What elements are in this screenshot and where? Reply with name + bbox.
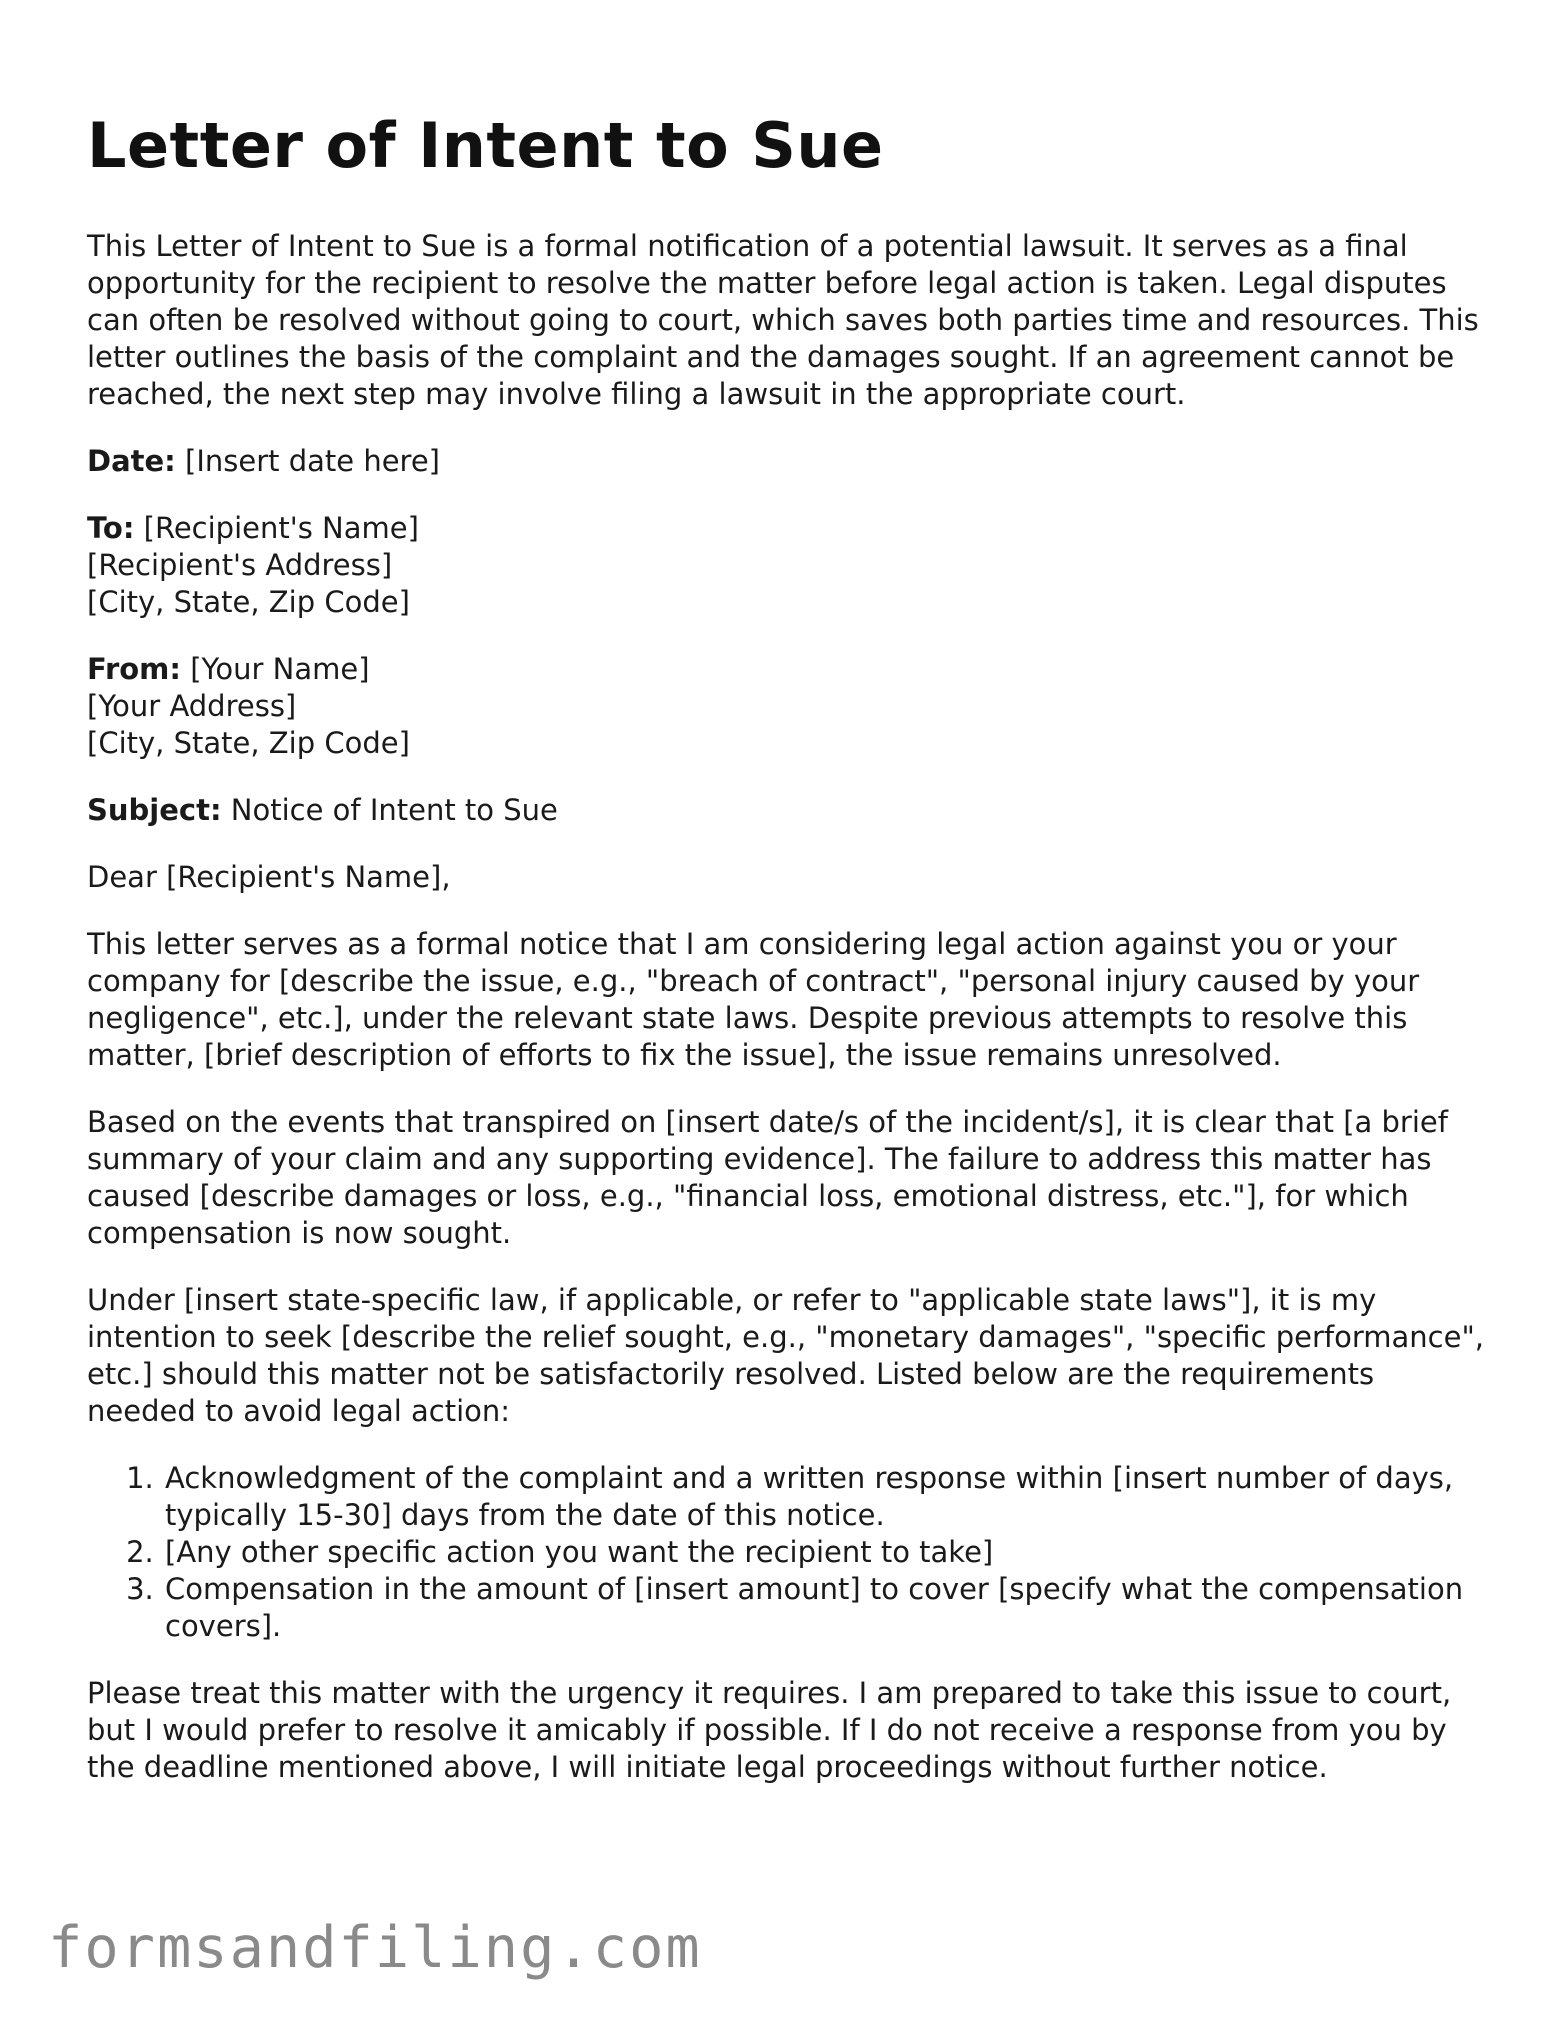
from-name-line (87, 651, 1487, 688)
requirement-item-1: 1. Acknowledgment of the complaint and a written response within [insert number of days, typically 15-30] days from the date of this notice. (163, 1460, 1487, 1534)
from-name: [Your Name] (190, 652, 370, 686)
to-label: To: (87, 511, 135, 545)
intro-paragraph: This Letter of Intent to Sue is a formal notification of a potential lawsuit. It serves as a final opportunity for the recipient to resolve the matter before legal action is taken. Legal disputes can often be resolved without going to court, which saves both parties time and resources. This letter outlines the basis of the complaint and the damages sought. If an agreement cannot be reached, the next step may involve filing a lawsuit in the appropriate court. (87, 229, 1479, 411)
requirement-item-2: 2. [Any other specific action you want the recipient to take] (163, 1534, 1487, 1571)
to-address: [Recipient's Address] (87, 548, 393, 582)
to-name: [Recipient's Name] (143, 511, 419, 545)
from-label: From: (87, 652, 181, 686)
to-name-line (87, 510, 1487, 547)
site-watermark: formsandfiling.com (48, 1915, 702, 1981)
body-paragraph-3: Under [insert state-specific law, if applicable, or refer to "applicable state laws"], it is my intention to seek [describe the relief sought, e.g., "monetary damages", "specific performance", etc.] should this matter not be satisfactorily resolved. Listed below are the requirements needed to avoid legal action: (87, 1283, 1485, 1428)
date-field (87, 443, 1487, 480)
body-paragraph-1: This letter serves as a formal notice that I am considering legal action against you or your company for [describe the issue, e.g., "breach of contract", "personal injury caused by your negligence", etc.], under the relevant state laws. Despite previous attempts to resolve this matter, [brief description of efforts to fix the issue], the issue remains unresolved. (87, 927, 1420, 1072)
to-city: [City, State, Zip Code] (87, 585, 410, 619)
from-block (87, 651, 1487, 762)
subject-label: Subject: (87, 793, 222, 827)
from-city: [City, State, Zip Code] (87, 726, 410, 760)
document-title: Letter of Intent to Sue (87, 109, 884, 182)
requirement-item-3: 3. Compensation in the amount of [insert amount] to cover [specify what the compensation covers]. (163, 1571, 1487, 1645)
date-value: [Insert date here] (185, 444, 440, 478)
subject-value: Notice of Intent to Sue (230, 793, 558, 827)
body-paragraph-4: Please treat this matter with the urgency it requires. I am prepared to take this issue to court, but I would prefer to resolve it amicably if possible. If I do not receive a response from you by the deadline mentioned above, I will initiate legal proceedings without further notice. (87, 1676, 1452, 1784)
body-paragraph-2: Based on the events that transpired on [insert date/s of the incident/s], it is clear that [a brief summary of your claim and any supporting evidence]. The failure to address this matter has caused [describe damages or loss, e.g., "financial loss, emotional distress, etc."], for which compensation is now sought. (87, 1105, 1448, 1250)
from-address: [Your Address] (87, 689, 297, 723)
date-label: Date: (87, 444, 176, 478)
letter-document (87, 108, 1487, 1816)
subject-field (87, 792, 1487, 829)
requirements-list (87, 1460, 1487, 1645)
salutation: Dear [Recipient's Name], (87, 860, 451, 894)
to-block (87, 510, 1487, 621)
